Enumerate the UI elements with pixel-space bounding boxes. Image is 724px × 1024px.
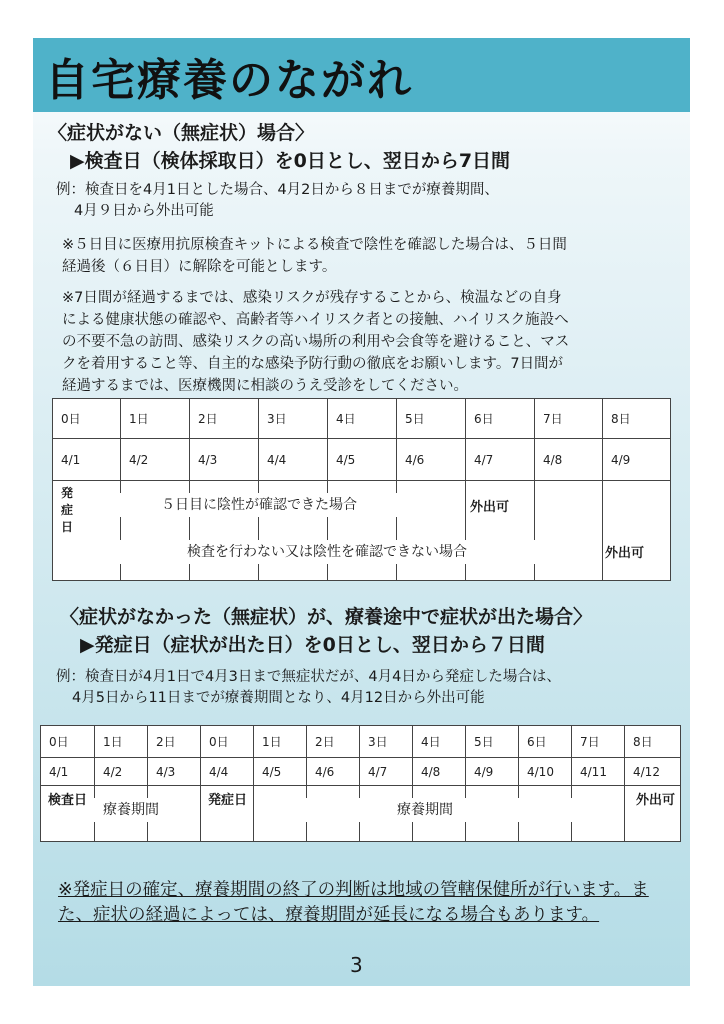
date-cell: 4/9 bbox=[466, 758, 519, 786]
section1-heading: 〈症状がない（無症状）場合〉 bbox=[48, 122, 315, 144]
date-cell: 4/7 bbox=[466, 439, 535, 481]
day-cell: 5日 bbox=[397, 399, 466, 439]
date-cell: 4/12 bbox=[625, 758, 681, 786]
test-day-label: 検査日 bbox=[48, 793, 88, 808]
date-cell: 4/6 bbox=[307, 758, 360, 786]
day-cell: 6日 bbox=[519, 726, 572, 758]
day-cell: 7日 bbox=[535, 399, 603, 439]
day-cell: 2日 bbox=[190, 399, 259, 439]
day-cell: 0日 bbox=[41, 726, 95, 758]
date-cell: 4/7 bbox=[360, 758, 413, 786]
day-cell: 4日 bbox=[328, 399, 397, 439]
section1-example-line1: 例：検査日を4月1日とした場合、4月2日から８日までが療養期間、 bbox=[56, 182, 499, 198]
section1-note2-line: ※7日間が経過するまでは、感染リスクが残存することから、検温などの自身 bbox=[62, 290, 562, 306]
section2-example-line1: 例：検査日が4月1日で4月3日まで無症状だが、4月4日から発症した場合は、 bbox=[56, 669, 561, 685]
date-cell: 4/3 bbox=[148, 758, 201, 786]
day-cell: 1日 bbox=[254, 726, 307, 758]
section2-subheading: ▶発症日（症状が出た日）を0日とし、翌日から７日間 bbox=[80, 634, 545, 656]
date-cell: 4/1 bbox=[53, 439, 121, 481]
page-title: 自宅療養のながれ bbox=[45, 55, 413, 106]
day-cell: 0日 bbox=[53, 399, 121, 439]
section1-example-line2: 4月９日から外出可能 bbox=[74, 203, 214, 219]
section2-heading: 〈症状がなかった（無症状）が、療養途中で症状が出た場合〉 bbox=[60, 606, 593, 628]
arrow2-out-label: 外出可 bbox=[605, 546, 645, 561]
onset-day-label-2: 発症日 bbox=[208, 793, 248, 808]
date-cell: 4/4 bbox=[201, 758, 254, 786]
day-cell: 3日 bbox=[259, 399, 328, 439]
header-bar bbox=[33, 38, 690, 112]
day-cell: 1日 bbox=[95, 726, 148, 758]
section1-note2-line: 経過するまでは、医療機関に相談のうえ受診をしてください。 bbox=[62, 378, 468, 394]
section1-note1-line2: 経過後（６日目）に解除を可能とします。 bbox=[62, 259, 337, 275]
date-cell: 4/8 bbox=[413, 758, 466, 786]
day-cell: 0日 bbox=[201, 726, 254, 758]
arrow1-label: ５日目に陰性が確認できた場合 bbox=[161, 497, 357, 513]
date-cell: 4/11 bbox=[572, 758, 625, 786]
day-cell: 6日 bbox=[466, 399, 535, 439]
period2-label: 療養期間 bbox=[397, 802, 453, 818]
date-cell: 4/5 bbox=[254, 758, 307, 786]
section1-subheading: ▶検査日（検体採取日）を0日とし、翌日から7日間 bbox=[70, 150, 511, 172]
date-cell: 4/9 bbox=[603, 439, 671, 481]
arrow1-out-label: 外出可 bbox=[470, 500, 510, 515]
section1-note1-line1: ※５日目に医療用抗原検査キットによる検査で陰性を確認した場合は、５日間 bbox=[62, 237, 567, 253]
arrow2-label: 検査を行わない又は陰性を確認できない場合 bbox=[187, 544, 467, 560]
day-cell: 8日 bbox=[625, 726, 681, 758]
day-cell: 2日 bbox=[148, 726, 201, 758]
section1-note2-line: の不要不急の訪問、感染リスクの高い場所の利用や会食等を避けること、マス bbox=[62, 334, 570, 350]
footer-note: ※発症日の確定、療養期間の終了の判断は地域の管轄保健所が行います。また、症状の経過によっては、療養期間が延長になる場合もあります。 bbox=[58, 880, 649, 925]
section1-note2-line: による健康状態の確認や、高齢者等ハイリスク者との接触、ハイリスク施設へ bbox=[62, 312, 569, 328]
period1-label: 療養期間 bbox=[103, 802, 159, 818]
day-cell: 3日 bbox=[360, 726, 413, 758]
day-cell: 8日 bbox=[603, 399, 671, 439]
date-cell: 4/2 bbox=[95, 758, 148, 786]
date-cell: 4/10 bbox=[519, 758, 572, 786]
date-cell: 4/1 bbox=[41, 758, 95, 786]
section2-example-line2: 4月5日から11日までが療養期間となり、4月12日から外出可能 bbox=[72, 690, 485, 706]
date-cell: 4/6 bbox=[397, 439, 466, 481]
day-cell: 5日 bbox=[466, 726, 519, 758]
date-cell: 4/3 bbox=[190, 439, 259, 481]
onset-day-label: 発症日 bbox=[60, 486, 73, 534]
day-cell: 1日 bbox=[121, 399, 190, 439]
day-cell: 4日 bbox=[413, 726, 466, 758]
out-label: 外出可 bbox=[636, 793, 676, 808]
day-cell: 2日 bbox=[307, 726, 360, 758]
day-cell: 7日 bbox=[572, 726, 625, 758]
date-cell: 4/2 bbox=[121, 439, 190, 481]
section1-note2-line: クを着用すること等、自主的な感染予防行動の徹底をお願いします。7日間が bbox=[62, 356, 564, 372]
date-cell: 4/8 bbox=[535, 439, 603, 481]
date-cell: 4/5 bbox=[328, 439, 397, 481]
page-number: 3 bbox=[350, 953, 363, 977]
date-cell: 4/4 bbox=[259, 439, 328, 481]
